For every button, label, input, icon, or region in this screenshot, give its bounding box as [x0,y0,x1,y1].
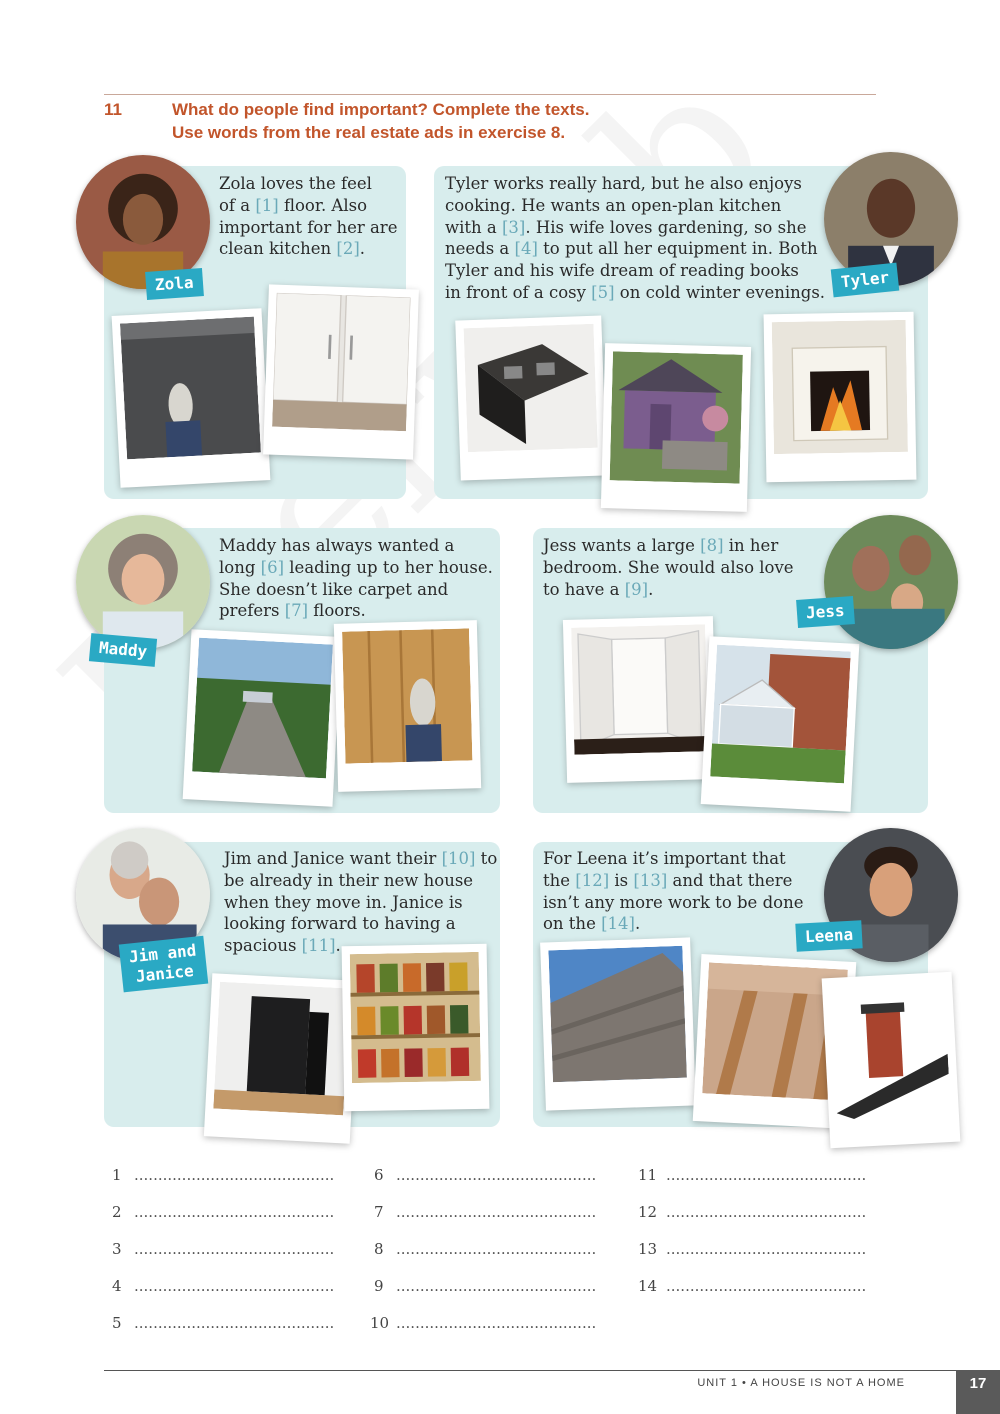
text-segment: when they move in. Janice is [224,892,463,912]
answer-line-9[interactable]: 9 .......................................... [374,1277,597,1295]
answer-line-10[interactable]: 10 .......................................... [370,1314,597,1332]
answer-line-11[interactable]: 11 .......................................... [638,1166,867,1184]
text-segment: on cold winter evenings. [614,282,826,302]
text-segment: . [335,936,341,956]
furniture-photo [204,973,358,1143]
text-segment: . His wife loves gardening, so she [525,217,807,237]
zola-text-line [219,173,397,195]
kitchen-cupboard-photo [263,284,419,459]
text-segment: prefers [219,601,285,621]
answer-line-4[interactable]: 4 .......................................... [112,1277,335,1295]
tyler-text-line [445,195,825,217]
jim-janice-name-line1: Jim and [128,940,198,967]
gap-marker: [9] [624,579,649,599]
gap-marker: [4] [514,239,538,259]
text-segment: important for her are [219,217,398,237]
jess-text-line [543,557,794,579]
tyler-text [445,173,825,304]
maddy-text-line [219,579,493,601]
garden-shed-photo [601,343,751,512]
leena-text-line [543,913,803,935]
text-segment: isn’t any more work to be done [543,892,804,912]
text-segment: to [475,849,498,868]
text-segment: in her [723,536,779,555]
text-segment: bedroom. She would also love [543,557,794,577]
gap-marker: [14] [601,914,635,934]
jim-janice-name-line2: Janice [134,960,195,986]
page-number: 17 [956,1370,1000,1414]
zola-text-line [219,195,397,217]
jim-janice-text-line [224,870,497,892]
tyler-text-line [445,217,825,239]
text-segment: on the [543,914,602,934]
text-segment: is [609,870,634,890]
text-segment: looking forward to having a [224,914,456,934]
text-segment: For Leena it’s important that [543,849,786,868]
exercise-title [172,98,589,144]
wooden-floor-photo [334,620,481,792]
text-segment: leading up to her house. [284,557,493,577]
fireplace-photo [764,312,917,483]
gap-marker: [11] [301,936,336,956]
driveway-photo [183,629,342,807]
tyler-text-line [445,260,825,282]
leena-name-label: Leena [795,920,863,951]
text-segment: Tyler and his wife dream of reading books [445,261,799,281]
gap-marker: [1] [255,195,279,215]
footer-unit: UNIT 1 • A HOUSE IS NOT A HOME [697,1377,905,1389]
leena-text [543,848,803,935]
gap-marker: [12] [575,870,610,890]
jess-name-label: Jess [796,596,854,628]
text-segment: Maddy has always wanted a [219,536,455,555]
gap-marker: [3] [502,217,526,237]
exercise-title-line2: Use words from the real estate ads in exercise 8. [172,123,566,142]
text-segment: the [543,870,576,890]
text-segment: to put all her equipment in. Both [537,239,818,259]
jim-janice-text-line [224,913,497,935]
maddy-text-line [219,535,493,557]
zola-name-label: Zola [145,268,203,300]
carpet-photo [112,308,271,488]
text-segment: in front of a cosy [445,282,592,302]
text-segment: Jim and Janice want their [224,849,442,868]
jess-text-line [543,535,794,557]
header-rule [104,94,876,95]
jim-janice-text-line [224,892,497,914]
gap-marker: [13] [633,870,668,890]
jess-text [543,535,794,600]
answer-line-13[interactable]: 13 .......................................... [638,1240,867,1258]
text-segment: floors. [308,601,366,621]
jess-text-line [543,579,794,601]
gap-marker: [6] [260,557,285,577]
text-segment: needs a [445,239,515,259]
leena-text-line [543,892,803,914]
answer-line-8[interactable]: 8 .......................................... [374,1240,597,1258]
text-segment: Jess wants a large [543,536,701,555]
kitchen-island-photo [455,316,606,481]
tyler-name-label: Tyler [831,263,900,298]
gap-marker: [5] [591,282,615,302]
zola-text [219,173,397,260]
exercise-number: 11 [104,100,122,119]
text-segment: Zola loves the feel [219,174,372,193]
leena-text-line [543,870,803,892]
maddy-text [219,535,493,622]
answer-line-2[interactable]: 2 .......................................... [112,1203,335,1221]
text-segment: long [219,557,261,577]
text-segment: floor. Also [278,195,368,215]
footer-rule [104,1370,956,1371]
tyler-text-line [445,173,825,195]
maddy-name-label: Maddy [89,633,157,667]
text-segment: with a [445,217,502,237]
maddy-text-line [219,557,493,579]
text-segment: . [648,579,654,599]
text-segment: Tyler works really hard, but he also enjoys [445,174,802,193]
exercise-title-line1: What do people find important? Complete the texts. [172,100,590,119]
jim-janice-text-line [224,848,497,870]
gap-marker: [2] [336,239,360,259]
answer-line-6[interactable]: 6 .......................................... [374,1166,597,1184]
text-segment: of a [219,195,256,215]
answer-line-1[interactable]: 1 .......................................... [112,1166,335,1184]
roof-tiles-photo [540,937,696,1110]
zola-text-line [219,238,397,260]
jim-janice-text [224,848,497,957]
maddy-text-line [219,600,493,622]
text-segment: . [359,239,366,259]
gap-marker: [8] [700,536,724,555]
answer-line-3[interactable]: 3 .......................................... [112,1240,335,1258]
answer-line-14[interactable]: 14 .......................................... [638,1277,867,1295]
wardrobe-photo [563,616,717,783]
text-segment: She doesn’t like carpet and [219,579,449,599]
conservatory-photo [701,636,860,812]
chimney-photo [822,972,961,1149]
tyler-text-line [445,238,825,260]
gap-marker: [7] [284,601,309,621]
text-segment: cooking. He wants an open-plan kitchen [445,195,782,215]
answer-line-7[interactable]: 7 .......................................... [374,1203,597,1221]
gap-marker: [10] [441,849,476,868]
text-segment: spacious [224,936,302,956]
text-segment: and that there [667,870,793,890]
jim-janice-name-label [119,936,209,993]
text-segment: be already in their new house [224,870,474,890]
answer-line-12[interactable]: 12 .......................................... [638,1203,867,1221]
tyler-text-line [445,282,825,304]
pantry-jars-photo [342,944,490,1112]
text-segment: to have a [543,579,625,599]
text-segment: . [634,914,641,934]
jess-avatar [824,515,958,649]
leena-text-line [543,848,803,870]
zola-text-line [219,217,397,239]
text-segment: clean kitchen [219,239,337,259]
maddy-avatar [76,515,210,649]
answer-line-5[interactable]: 5 .......................................... [112,1314,335,1332]
